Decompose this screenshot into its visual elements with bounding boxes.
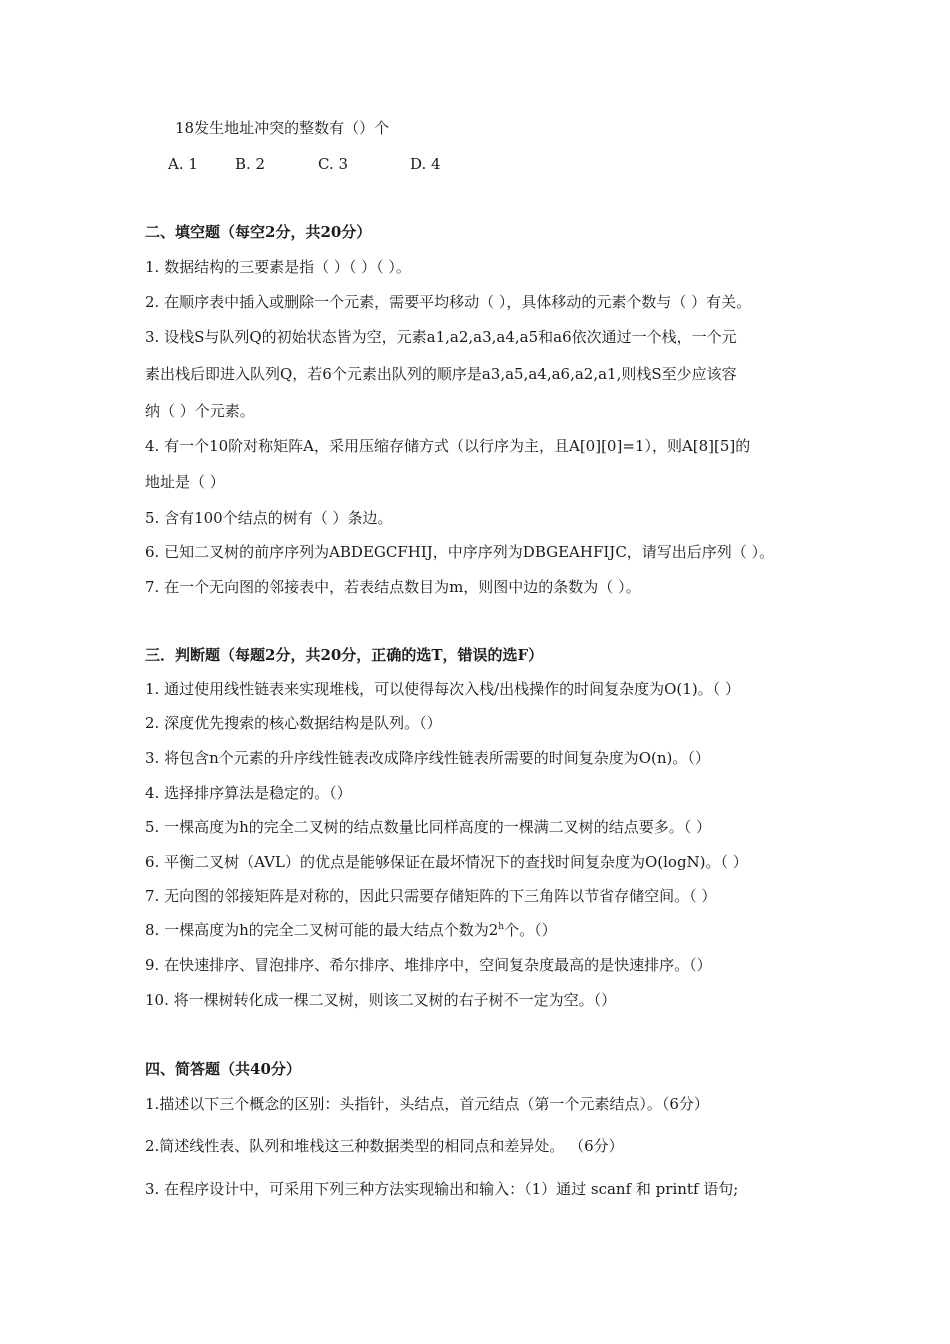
fill-in-q3-line3: 纳（ ）个元素。 xyxy=(145,402,255,420)
section-heading-fill-in: 二、填空题（每空2分，共20分） xyxy=(145,223,372,241)
true-false-q10: 10. 将一棵树转化成一棵二叉树，则该二叉树的右子树不一定为空。（） xyxy=(145,991,617,1009)
fill-in-q7: 7. 在一个无向图的邻接表中，若表结点数目为m，则图中边的条数为（ ）。 xyxy=(145,578,641,596)
true-false-q7: 7. 无向图的邻接矩阵是对称的，因此只需要存储矩阵的下三角阵以节省存储空间。（ ） xyxy=(145,887,717,905)
fill-in-q6: 6. 已知二叉树的前序序列为ABDEGCFHIJ，中序序列为DBGEAHFIJC，请写出后序列（ ）。 xyxy=(145,543,775,561)
short-answer-q3: 3. 在程序设计中，可采用下列三种方法实现输出和输入：（1）通过 scanf 和 printf 语句; xyxy=(145,1180,739,1198)
option-c: C. 3 xyxy=(318,155,349,173)
short-answer-q1: 1.描述以下三个概念的区别：头指针，头结点，首元结点（第一个元素结点）。（6分） xyxy=(145,1095,709,1113)
true-false-q5: 5. 一棵高度为h的完全二叉树的结点数量比同样高度的一棵满二叉树的结点要多。（ ） xyxy=(145,818,712,836)
true-false-q8 xyxy=(145,920,557,940)
fill-in-q5: 5. 含有100个结点的树有（ ）条边。 xyxy=(145,509,393,527)
option-d: D. 4 xyxy=(410,155,441,173)
fill-in-q1: 1. 数据结构的三要素是指（ ）（ ）（ ）。 xyxy=(145,258,411,276)
true-false-q9: 9. 在快速排序、冒泡排序、希尔排序、堆排序中，空间复杂度最高的是快速排序。（） xyxy=(145,956,712,974)
true-false-q4: 4. 选择排序算法是稳定的。（） xyxy=(145,784,352,802)
section-heading-true-false: 三．判断题（每题2分，共20分，正确的选T，错误的选F） xyxy=(145,646,544,664)
true-false-q2: 2. 深度优先搜索的核心数据结构是队列。（） xyxy=(145,714,442,732)
section-heading-short-answer: 四、简答题（共40分） xyxy=(145,1060,301,1078)
question-18-tail: 18发生地址冲突的整数有（）个 xyxy=(175,119,390,137)
option-a: A. 1 xyxy=(168,155,198,173)
true-false-q6: 6. 平衡二叉树（AVL）的优点是能够保证在最坏情况下的查找时间复杂度为O(logN)。（ ） xyxy=(145,853,748,871)
true-false-q8-text: 8. 一棵高度为h的完全二叉树可能的最大结点个数为2 xyxy=(145,921,499,939)
true-false-q1: 1. 通过使用线性链表来实现堆栈，可以使得每次入栈/出栈操作的时间复杂度为O(1)。（ ） xyxy=(145,680,740,698)
fill-in-q4-line1: 4. 有一个10阶对称矩阵A，采用压缩存储方式（以行序为主，且A[0][0]=1），则A[8][5]的 xyxy=(145,437,751,455)
true-false-q3: 3. 将包含n个元素的升序线性链表改成降序线性链表所需要的时间复杂度为O(n)。（） xyxy=(145,749,710,767)
option-b: B. 2 xyxy=(235,155,266,173)
true-false-q8-tail: 个。（） xyxy=(504,921,557,939)
fill-in-q4-line2: 地址是（ ） xyxy=(145,473,225,491)
fill-in-q3-line2: 素出栈后即进入队列Q，若6个元素出队列的顺序是a3,a5,a4,a6,a2,a1,则栈S至少应该容 xyxy=(145,365,737,383)
short-answer-q2: 2.简述线性表、队列和堆栈这三种数据类型的相同点和差异处。 （6分） xyxy=(145,1137,624,1155)
exponent-h: h xyxy=(498,922,505,932)
fill-in-q3-line1: 3. 设栈S与队列Q的初始状态皆为空，元素a1,a2,a3,a4,a5和a6依次通过一个栈，一个元 xyxy=(145,328,737,346)
fill-in-q2: 2. 在顺序表中插入或删除一个元素，需要平均移动（ ），具体移动的元素个数与（ ）有关。 xyxy=(145,293,752,311)
